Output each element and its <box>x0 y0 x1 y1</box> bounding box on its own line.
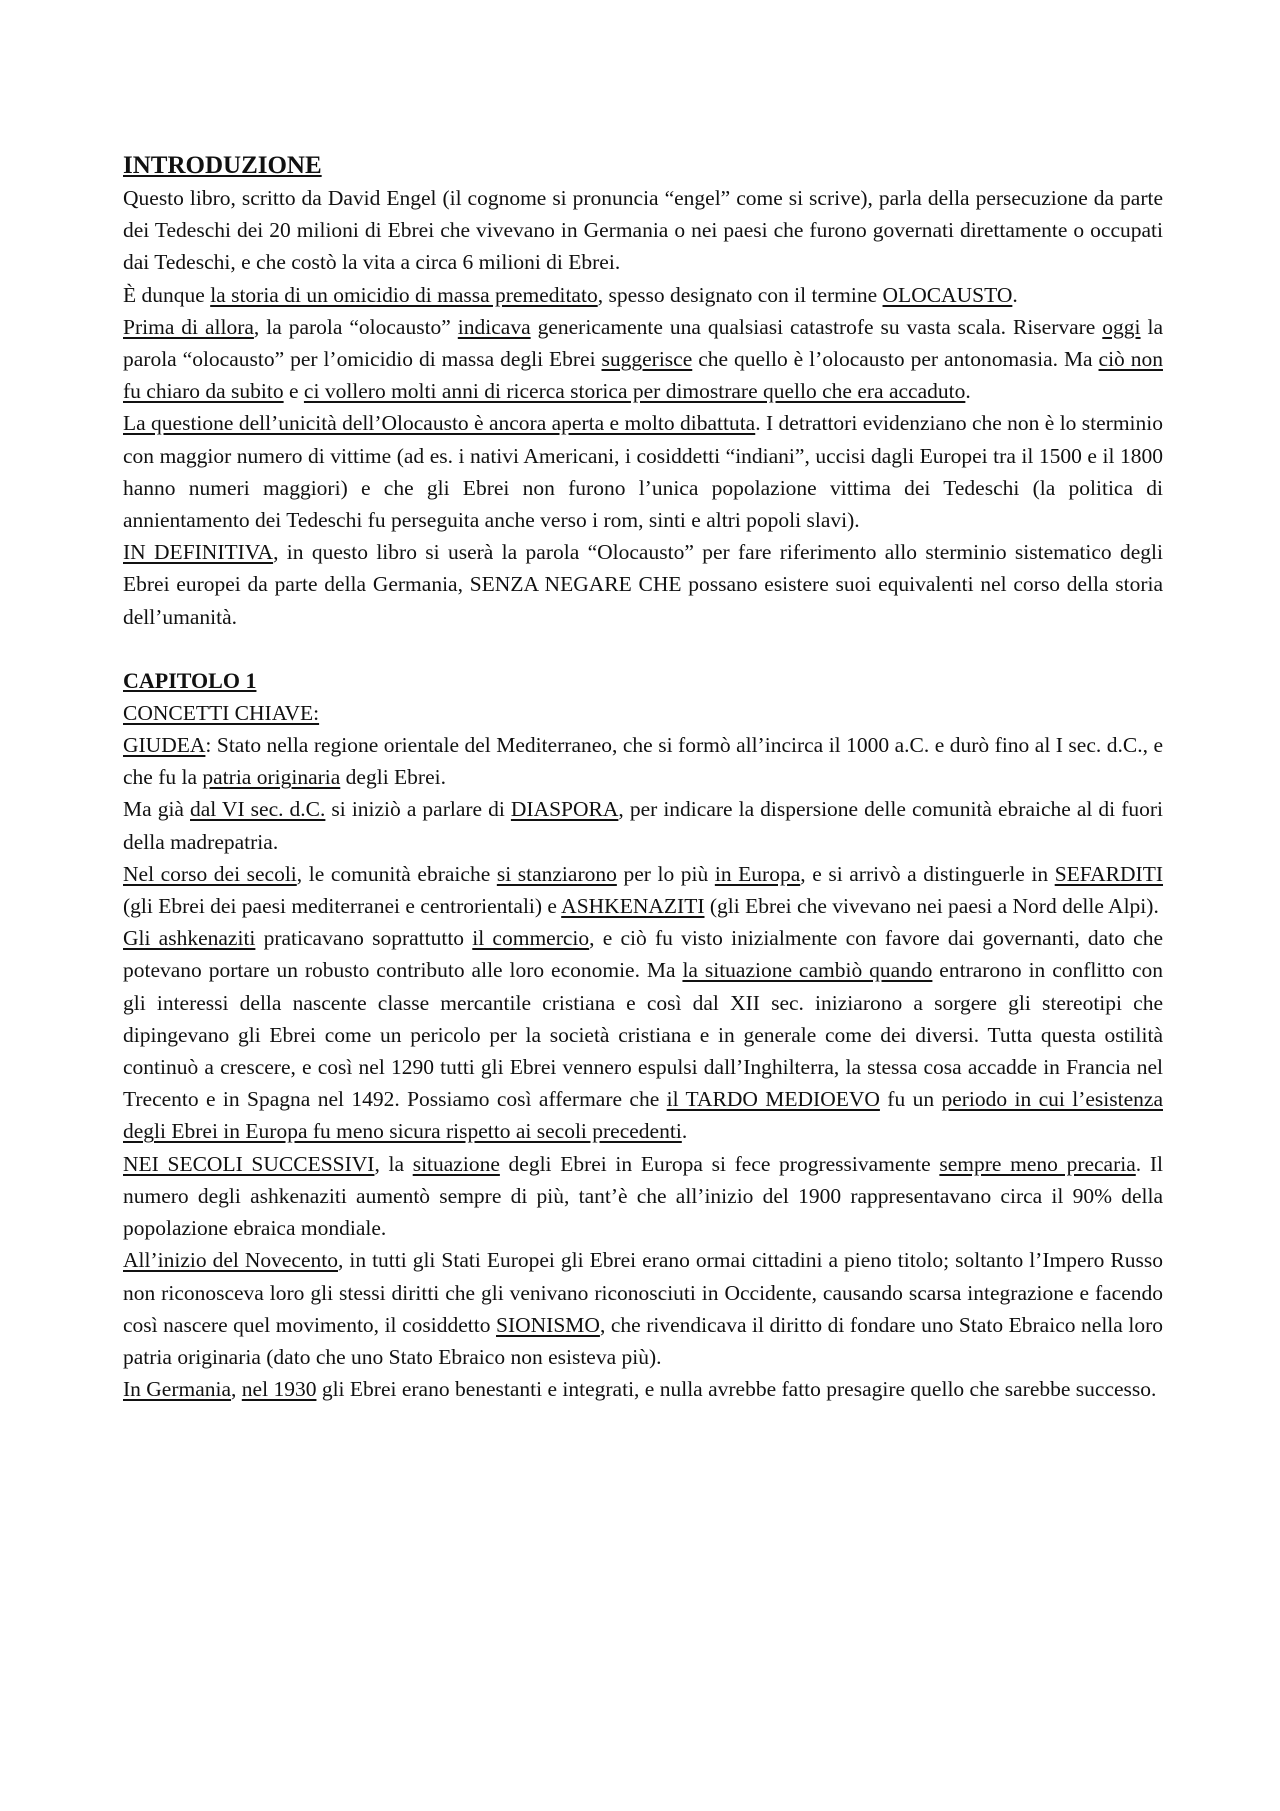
text-run: per lo più <box>616 861 715 886</box>
text-run: , le comunità ebraiche <box>296 861 497 886</box>
text-run: , la parola “olocausto” <box>253 314 458 339</box>
underlined-phrase: situazione <box>412 1151 500 1176</box>
chapter-paragraph <box>123 1148 1163 1245</box>
underlined-phrase: il commercio <box>472 926 590 951</box>
underlined-phrase: Gli ashkenaziti <box>123 926 256 951</box>
underlined-phrase: All’inizio del Novecento <box>123 1248 338 1273</box>
underlined-phrase: dal VI sec. d.C. <box>190 797 326 822</box>
underlined-phrase: DIASPORA <box>510 797 619 822</box>
intro-paragraph <box>123 279 1163 311</box>
text-run: entrarono in conflitto con gli interessi della nascente classe mercantile cristiana e così dal XII sec. iniziarono a sorgere gli stereotipi che dipingevano gli Ebrei come un pericolo per la società cristiana e in generale come dei diversi. Tutta questa ostilità continuò a crescere, e così nel 1290 tutti gli Ebrei vennero espulsi dall’Inghilterra, la stessa cosa accadde in Francia nel Trecento e in Spagna nel 1492. Possiamo così affermare che <box>123 958 1163 1112</box>
underlined-phrase: il TARDO MEDIOEVO <box>666 1087 880 1112</box>
text-run: Ma già <box>123 797 191 822</box>
underlined-phrase: oggi <box>1102 314 1141 339</box>
underlined-phrase: La questione dell’unicità dell’Olocausto è ancora aperta e molto dibattuta <box>123 411 756 436</box>
text-run: che quello è l’olocausto per antonomasia. Ma <box>692 347 1099 372</box>
underlined-phrase: NEI SECOLI SUCCESSIVI <box>123 1151 375 1176</box>
underlined-phrase: SIONISMO <box>496 1312 600 1337</box>
chapter-paragraph <box>123 1373 1163 1405</box>
underlined-phrase: Prima di allora <box>123 314 254 339</box>
text-run: , in questo libro si userà la parola “Olocausto” per fare riferimento allo sterminio sistematico degli Ebrei europei da parte della Germania, SENZA NEGARE CHE possano esistere suoi equivalenti nel corso della storia dell’umanità. <box>123 540 1163 629</box>
chapter-paragraph <box>123 793 1163 857</box>
chapter-paragraph <box>123 1244 1163 1373</box>
text-run: Questo libro, scritto da David Engel (il cognome si pronuncia “engel” come si scrive), parla della persecuzione da parte dei Tedeschi dei 20 milioni di Ebrei che vivevano in Germania o nei paesi che furono governati direttamente o occupati dai Tedeschi, e che costò la vita a circa 6 milioni di Ebrei. <box>123 186 1163 275</box>
chapter-paragraph <box>123 858 1163 922</box>
text-run: gli Ebrei erano benestanti e integrati, e nulla avrebbe fatto presagire quello che sarebbe successo. <box>316 1377 1157 1402</box>
underlined-phrase: Nel corso dei secoli <box>123 861 297 886</box>
underlined-phrase: la situazione cambiò quando <box>682 958 933 983</box>
text-run: genericamente una qualsiasi catastrofe su vasta scala. Riservare <box>530 314 1103 339</box>
underlined-phrase: sempre meno precaria <box>939 1151 1136 1176</box>
underlined-phrase: nel 1930 <box>241 1377 317 1402</box>
underlined-phrase: ciò non fu chiaro da subito <box>123 347 1163 404</box>
text-run: si iniziò a parlare di <box>325 797 511 822</box>
underlined-phrase: la storia di un omicidio di massa premeditato <box>210 282 598 307</box>
underlined-phrase: suggerisce <box>601 347 693 372</box>
text-run: . <box>681 1119 688 1144</box>
text-run: , in tutti gli Stati Europei gli Ebrei erano ormai cittadini a pieno titolo; soltanto l’Impero Russo non riconosceva loro gli stessi diritti che gli venivano riconosciuti in Occidente, causando scarsa integrazione e facendo così nascere quel movimento, il cosiddetto <box>123 1248 1163 1337</box>
underlined-phrase: patria originaria <box>202 765 341 790</box>
intro-paragraph <box>123 182 1163 279</box>
underlined-phrase: ci vollero molti anni di ricerca storica per dimostrare quello che era accaduto <box>303 379 966 404</box>
section-spacer <box>123 633 1163 665</box>
text-run: È dunque <box>123 282 211 307</box>
underlined-phrase: GIUDEA <box>123 733 206 758</box>
text-run: (gli Ebrei dei paesi mediterranei e centrorientali) e <box>123 894 562 919</box>
intro-paragraph <box>123 311 1163 408</box>
underlined-phrase: si stanziarono <box>496 861 617 886</box>
text-run: , e ciò fu visto inizialmente con favore dai governanti, dato che potevano portare un robusto contributo alle loro economie. Ma <box>123 926 1163 983</box>
chapter-subheading: CONCETTI CHIAVE: <box>123 700 320 725</box>
text-run: , spesso designato con il termine <box>597 282 883 307</box>
text-run: degli Ebrei. <box>340 765 446 790</box>
underlined-phrase: in Europa <box>714 861 801 886</box>
text-run: degli Ebrei in Europa si fece progressivamente <box>499 1151 940 1176</box>
chapter-body <box>123 729 1163 1405</box>
text-run: , e si arrivò a distinguerle in <box>800 861 1055 886</box>
text-run: , <box>231 1377 242 1402</box>
underlined-phrase: SEFARDITI <box>1054 861 1164 886</box>
text-run: (gli Ebrei che vivevano nei paesi a Nord delle Alpi). <box>704 894 1159 919</box>
text-run: e <box>283 379 304 404</box>
underlined-phrase: In Germania <box>123 1377 232 1402</box>
text-run: , per indicare la dispersione delle comunità ebraiche al di fuori della madrepatria. <box>123 797 1163 854</box>
intro-heading: INTRODUZIONE <box>123 152 322 179</box>
text-run: fu un <box>879 1087 942 1112</box>
text-run: praticavano soprattutto <box>255 926 473 951</box>
underlined-phrase: periodo in cui l’esistenza degli Ebrei in Europa fu meno sicura rispetto ai secoli precedenti <box>123 1087 1163 1144</box>
text-run: . <box>965 379 971 404</box>
underlined-phrase: IN DEFINITIVA <box>123 540 274 565</box>
underlined-phrase: OLOCAUSTO <box>882 282 1013 307</box>
intro-paragraph <box>123 407 1163 536</box>
intro-body <box>123 182 1163 633</box>
text-run: . <box>1012 282 1018 307</box>
chapter-paragraph <box>123 729 1163 793</box>
chapter-paragraph <box>123 922 1163 1147</box>
underlined-phrase: ASHKENAZITI <box>561 894 705 919</box>
text-run: . I detrattori evidenziano che non è lo sterminio con maggior numero di vittime (ad es. i nativi Americani, i cosiddetti “indiani”, uccisi dagli Europei tra il 1500 e il 1800 hanno numeri maggiori) e che gli Ebrei non furono l’unica popolazione vittima dei Tedeschi (la politica di annientamento dei Tedeschi fu perseguita anche verso i rom, sinti e altri popoli slavi). <box>123 411 1164 533</box>
chapter-heading: CAPITOLO 1 <box>123 667 257 693</box>
text-run: , che rivendicava il diritto di fondare uno Stato Ebraico nella loro patria originaria (dato che uno Stato Ebraico non esisteva più). <box>123 1312 1163 1369</box>
text-run: : Stato nella regione orientale del Mediterraneo, che si formò all’incirca il 1000 a.C. e durò fino al I sec. d.C., e che fu la <box>123 733 1163 790</box>
intro-paragraph <box>123 536 1163 633</box>
text-run: . Il numero degli ashkenaziti aumentò sempre di più, tant’è che all’inizio del 1900 rappresentavano circa il 90% della popolazione ebraica mondiale. <box>123 1151 1163 1241</box>
document-page <box>123 150 1163 1405</box>
underlined-phrase: indicava <box>457 314 531 339</box>
text-run: la parola “olocausto” per l’omicidio di massa degli Ebrei <box>123 314 1163 372</box>
text-run: , la <box>374 1151 413 1176</box>
